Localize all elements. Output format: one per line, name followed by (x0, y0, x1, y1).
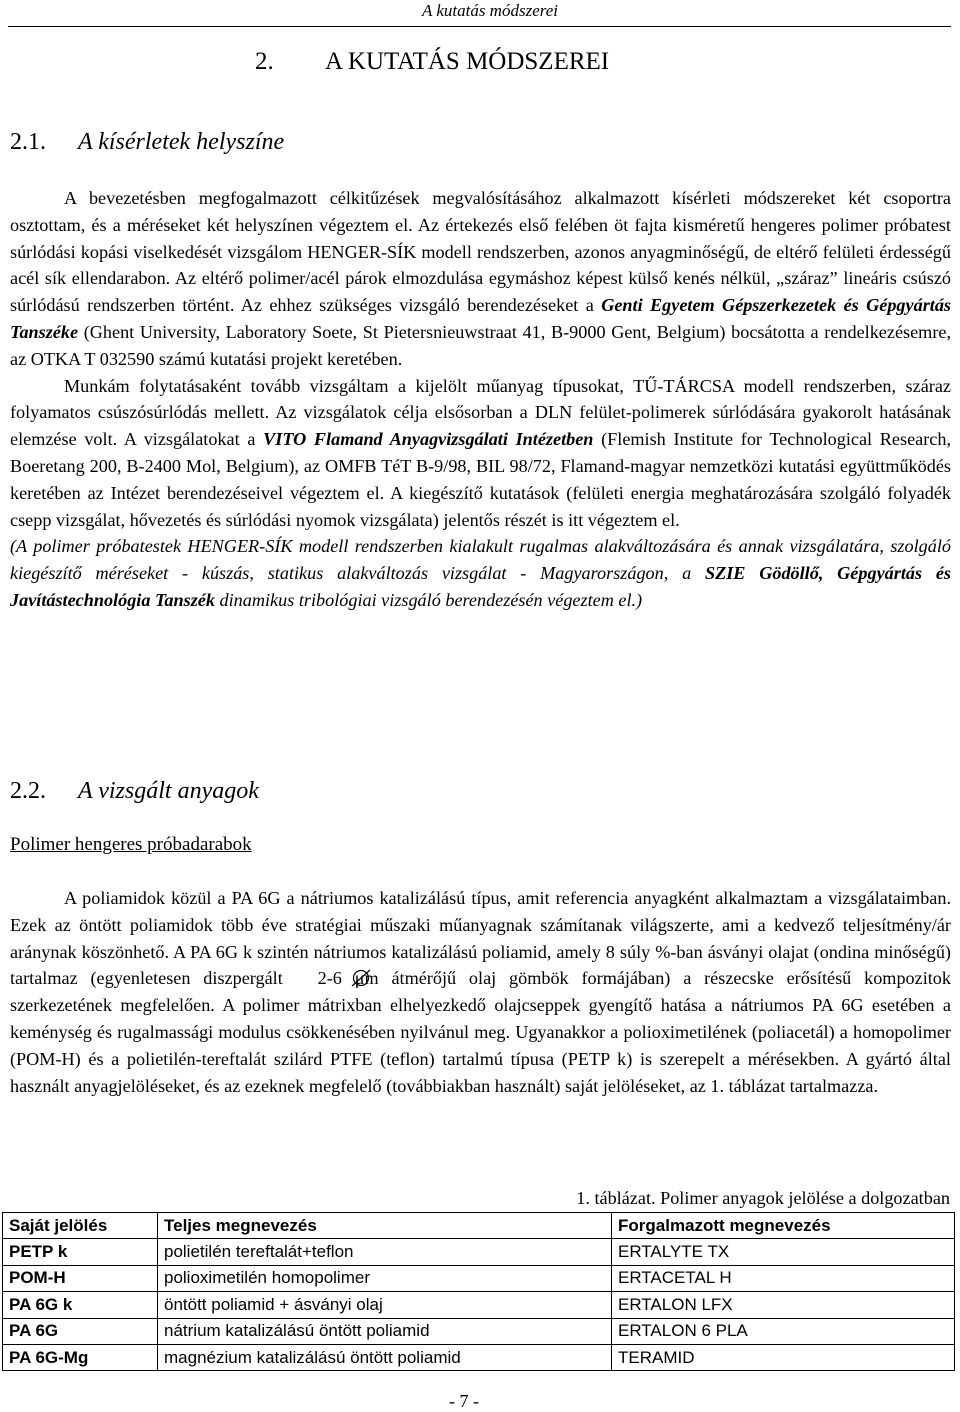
page-number: - 7 - (449, 1391, 479, 1411)
materials-table (2, 1212, 955, 1371)
paragraph-text: 2-6 μm átmérőjű olaj gömbök formájában) a részecske erősítésű kompozitok szerkezetének megfelelően. A polimer mátrixban elhelyezkedő olajcseppek gyengítő hatása a nátriumos PA 6G esetében a keménység és rugalmassági modulus csökkenésében nyilvánul meg. Ugyanakkor a polioximetilének (poliacetál) a homopolimer (POM-H) és a polietilén-tereftalát szilárd PTFE (teflon) tartalmú típusa (PETP k) is szerepelt a mérésekben. A gyártó által használt anyagjelöléseket, és az ezeknek megfelelő (továbbiakban használt) saját jelöléseket, az 1. táblázat tartalmazza. (10, 968, 951, 1096)
table-row (3, 1265, 955, 1291)
table-cell: polietilén tereftalát+teflon (158, 1239, 612, 1265)
table-cell: öntött poliamid + ásványi olaj (158, 1292, 612, 1318)
subsection-title: Polimer hengeres próbadarabok (10, 834, 252, 855)
table-cell: ERTALYTE TX (612, 1239, 955, 1265)
table-row (3, 1239, 955, 1265)
section-number: 2.2. (10, 778, 46, 804)
section-title-locations (10, 127, 284, 157)
column-header: Teljes megnevezés (158, 1213, 612, 1239)
section-title-materials (10, 776, 259, 806)
table-row (3, 1292, 955, 1318)
table-cell: PETP k (3, 1239, 158, 1265)
paragraph-text: (Flemish Institute for Technological Research, Boeretang 200, B-2400 Mol, Belgium), az OMFB TéT B-9/98, BIL 98/72, Flamand-magyar nemzetközi kutatási együttműködés keretében az Intézet berendezéseivel végeztem el. A kiegészítő kutatások (felületi energia meghatározására szolgáló folyadék csepp vizsgálat, hővezetés és súrlódási nyomok vizsgálata) jelentős részét is itt végeztem el. (10, 429, 951, 530)
running-header: A kutatás módszerei (422, 1, 558, 20)
paragraph-text: (A polimer próbatestek HENGER-SÍK modell rendszerben kialakult rugalmas alakváltozására és annak vizsgálatára, szolgáló kiegészítő méréseket - kúszás, statikus alakváltozás vizsgálat - Magyarországon, a (10, 536, 951, 584)
table-cell: PA 6G (3, 1318, 158, 1344)
section-body-materials (10, 885, 951, 1099)
institution-ghent: Genti Egyetem Gépszerkezetek és Gépgyártás Tanszéke (10, 295, 951, 342)
diameter-symbol-icon (296, 968, 318, 986)
section-title-text: A kísérletek helyszíne (78, 129, 285, 155)
column-header: Saját jelölés (3, 1213, 158, 1239)
paragraph-ghent (10, 185, 951, 373)
table-cell: TERAMID (612, 1344, 955, 1370)
table-header-row (3, 1213, 955, 1239)
section-body-locations (10, 185, 951, 614)
column-header: Forgalmazott megnevezés (612, 1213, 955, 1239)
chapter-number: 2. (255, 48, 274, 75)
table-cell: nátrium katalizálású öntött poliamid (158, 1318, 612, 1344)
table-cell: ERTALON LFX (612, 1292, 955, 1318)
paragraph-vito (10, 373, 951, 534)
paragraph-text: Munkám folytatásaként tovább vizsgáltam a kijelölt műanyag típusokat, TŰ-TÁRCSA modell rendszerben, száraz folyamatos csúszósúrlódás mellett. Az vizsgálatok célja elsősorban a DLN felület-polimerek súrlódására gyakorolt hatásának elemzése volt. A vizsgálatokat a (10, 375, 951, 450)
table-cell: PA 6G-Mg (3, 1344, 158, 1370)
table-cell: POM-H (3, 1265, 158, 1291)
section-number: 2.1. (10, 129, 46, 155)
paragraph-text: dinamikus tribológiai vizsgáló berendezésén végeztem el.) (214, 589, 643, 610)
header-divider (8, 26, 951, 27)
table-cell: polioximetilén homopolimer (158, 1265, 612, 1291)
paragraph-text: A bevezetésben megfogalmazott célkitűzések megvalósításához alkalmazott kísérleti módszereket két csoportra osztottam, és a méréseket két helyszínen végeztem el. Az értekezés első felében öt fajta kisméretű hengeres polimer próbatest súrlódási kopási viselkedését vizsgálom HENGER-SÍK modell rendszerben, azonos anyagminőségű, de eltérő felületi érdességű acél sík ellendarabon. Az eltérő polimer/acél párok elmozdulása egymáshoz képest külső kenés nélkül, „száraz” lineáris csúszó súrlódású rendszerben történt. Az ehhez szükséges vizsgáló berendezéseket a (10, 188, 951, 316)
paragraph-szie (10, 533, 951, 613)
table-cell: ERTACETAL H (612, 1265, 955, 1291)
chapter-title (255, 46, 609, 78)
section-title-text: A vizsgált anyagok (78, 778, 259, 804)
paragraph-polyamides (10, 885, 951, 1099)
table-cell: ERTALON 6 PLA (612, 1318, 955, 1344)
paragraph-text: (Ghent University, Laboratory Soete, St Pietersnieuwstraat 41, B-9000 Gent, Belgium) bocsátotta a rendelkezésemre, az OTKA T 032590 számú kutatási projekt keretében. (10, 321, 951, 369)
table-row (3, 1318, 955, 1344)
paragraph-text: A poliamidok közül a PA 6G a nátriumos katalizálású típus, amit referencia anyagként alkalmaztam a vizsgálataimban. Ezek az öntött poliamidok több éve stratégiai műszaki műanyagnak számítanak világszerte, ami a kedvező teljesítmény/ár aránynak köszönhető. A PA 6G k szintén nátriumos katalizálású poliamid, amely 8 súly %-ban ásványi olajat (ondina minőségű) tartalmaz (egyenletesen diszpergált (10, 888, 951, 989)
table-cell: magnézium katalizálású öntött poliamid (158, 1344, 612, 1370)
table-caption: 1. táblázat. Polimer anyagok jelölése a dolgozatban (576, 1188, 950, 1208)
table-row (3, 1344, 955, 1370)
chapter-title-text: A KUTATÁS MÓDSZEREI (325, 48, 610, 75)
table-cell: PA 6G k (3, 1292, 158, 1318)
institution-vito: VITO Flamand Anyagvizsgálati Intézetben (263, 429, 594, 450)
institution-szie: SZIE Gödöllő, Gépgyártás és Javítástechnológia Tanszék (10, 563, 951, 610)
